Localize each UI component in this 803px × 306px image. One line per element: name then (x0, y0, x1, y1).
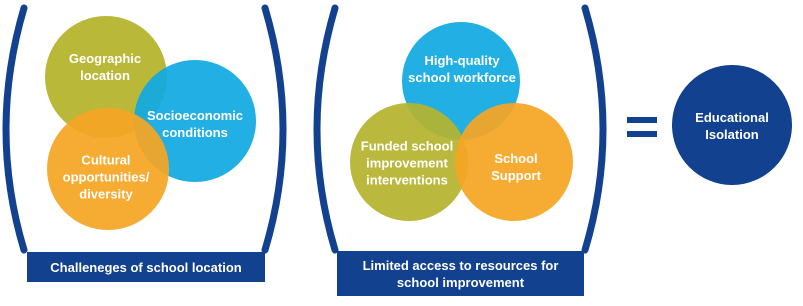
label-funded-interventions (361, 138, 453, 189)
group-two-right-bracket (585, 8, 603, 250)
label-line: location (80, 68, 130, 83)
label-line: diversity (79, 186, 133, 202)
label-cultural-opportunities (63, 152, 150, 203)
label-line: Geographic (68, 51, 142, 66)
caption-line: Challeneges of school location (50, 259, 242, 275)
label-geographic-location (69, 50, 141, 84)
label-line: School (494, 151, 538, 166)
label-line: conditions (162, 125, 228, 140)
group-one-left-bracket (6, 8, 24, 250)
label-line: Socioeconomic (146, 108, 244, 123)
label-line: interventions (366, 172, 448, 188)
caption-school-location-challenges (27, 252, 265, 282)
label-line: Cultural (81, 152, 131, 168)
label-line: school workforce (408, 70, 516, 85)
label-line: Educational (695, 110, 769, 125)
equals-sign-bottom-bar (627, 131, 657, 137)
label-line: Support (491, 168, 541, 183)
caption-line: school improvement (396, 274, 525, 290)
group-one-right-bracket (265, 8, 283, 250)
label-line: Isolation (705, 127, 759, 142)
label-school-support (491, 150, 541, 184)
caption-limited-access-resources (337, 251, 584, 296)
equals-sign-top-bar (627, 117, 657, 123)
group-two-left-bracket (317, 8, 335, 250)
label-line: Funded school (360, 138, 454, 154)
label-line: improvement (366, 155, 448, 171)
label-educational-isolation (695, 109, 769, 143)
caption-line: Limited access to resources for (362, 257, 559, 273)
label-high-quality-workforce (408, 52, 516, 86)
label-line: opportunities/ (62, 169, 150, 185)
label-socioeconomic-conditions (147, 107, 243, 141)
label-line: High-quality (424, 53, 500, 68)
